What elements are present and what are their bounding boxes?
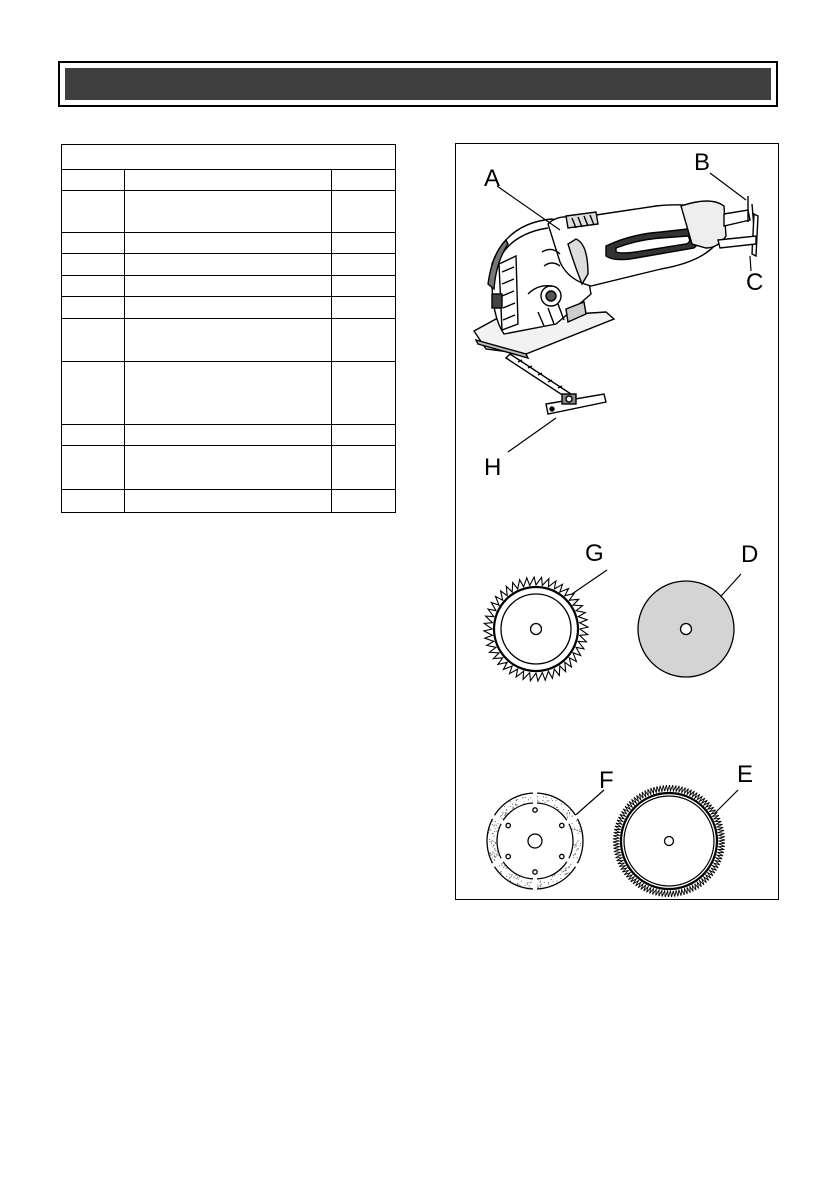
diamond-grit-dot — [501, 865, 502, 866]
diamond-grit-dot — [505, 813, 506, 814]
diamond-grit-dot — [576, 820, 577, 821]
table-cell — [62, 490, 125, 513]
table-cell — [62, 254, 125, 276]
diamond-grit-dot — [495, 821, 496, 822]
diamond-grit-dot — [497, 853, 498, 854]
diamond-grit-dot — [492, 833, 493, 834]
diamond-grit-dot — [504, 815, 505, 816]
diamond-grit-dot — [518, 879, 519, 880]
diamond-grit-dot — [546, 797, 547, 798]
diamond-grit-dot — [574, 847, 575, 848]
diamond-grit-dot — [502, 812, 503, 813]
diamond-grit-dot — [492, 821, 493, 822]
diamond-grit-dot — [542, 800, 543, 801]
diamond-grit-dot — [510, 806, 511, 807]
label-b: B — [694, 149, 711, 176]
parallel-guide-icon — [506, 354, 606, 414]
diamond-grit-dot — [568, 867, 569, 868]
diamond-grit-dot — [572, 815, 573, 816]
segment-gap-hole — [533, 870, 537, 874]
diamond-grit-dot — [492, 852, 493, 853]
diamond-grit-dot — [505, 868, 506, 869]
diamond-grit-dot — [492, 824, 493, 825]
table-header-cell — [62, 145, 396, 170]
diamond-grit-dot — [494, 828, 495, 829]
diamond-grit-dot — [489, 829, 490, 830]
diamond-grit-dot — [488, 832, 489, 833]
diamond-grit-dot — [572, 828, 573, 829]
diamond-grit-dot — [543, 796, 544, 797]
diamond-grit-dot — [573, 855, 574, 856]
diamond-grit-dot — [500, 816, 501, 817]
table-cell — [125, 254, 332, 276]
diamond-grit-dot — [494, 856, 495, 857]
diamond-grit-dot — [573, 857, 574, 858]
diamond-grit-dot — [580, 845, 581, 846]
diamond-grit-dot — [540, 886, 541, 887]
diamond-grit-dot — [517, 877, 518, 878]
diamond-grit-dot — [495, 843, 496, 844]
diamond-grit-dot — [513, 877, 514, 878]
label-a: A — [484, 165, 501, 192]
diamond-grit-dot — [552, 881, 553, 882]
diamond-grit-dot — [539, 885, 540, 886]
table-cell — [332, 362, 396, 425]
diamond-grit-dot — [525, 885, 526, 886]
table-cell — [332, 276, 396, 297]
diamond-grit-dot — [497, 855, 498, 856]
table-cell — [125, 425, 332, 446]
diamond-grit-dot — [494, 859, 495, 860]
diamond-grit-dot — [569, 866, 570, 867]
diamond-grit-dot — [576, 845, 577, 846]
diamond-grit-dot — [530, 882, 531, 883]
table-cell — [332, 425, 396, 446]
diamond-grit-dot — [521, 886, 522, 887]
diamond-grit-dot — [489, 839, 490, 840]
diamond-grit-dot — [516, 800, 517, 801]
parts-figure — [455, 143, 779, 900]
table-cell — [332, 254, 396, 276]
table-row — [62, 233, 396, 254]
diamond-grit-dot — [519, 876, 520, 877]
table-cell — [332, 490, 396, 513]
fine-tooth-blade-icon — [613, 785, 725, 897]
label-g: G — [585, 540, 604, 567]
diamond-grit-dot — [521, 881, 522, 882]
diamond-grit-dot — [569, 813, 570, 814]
diamond-grit-dot — [566, 873, 567, 874]
table-cell — [332, 446, 396, 490]
diamond-grit-dot — [505, 812, 506, 813]
table-cell — [125, 170, 332, 191]
diamond-grit-dot — [527, 884, 528, 885]
diamond-grit-dot — [495, 856, 496, 857]
diamond-grit-dot — [525, 797, 526, 798]
diamond-grit-dot — [565, 869, 566, 870]
diamond-grit-dot — [572, 823, 573, 824]
diamond-grit-dot — [512, 804, 513, 805]
diamond-grit-dot — [491, 854, 492, 855]
diamond-grit-dot — [519, 884, 520, 885]
diamond-grit-dot — [506, 809, 507, 810]
diamond-grit-dot — [567, 815, 568, 816]
diamond-grit-dot — [560, 874, 561, 875]
label-c: C — [746, 269, 764, 296]
diamond-grit-dot — [537, 800, 538, 801]
table-row — [62, 276, 396, 297]
diamond-grit-dot — [537, 887, 538, 888]
table-row — [62, 446, 396, 490]
diamond-grit-dot — [517, 799, 518, 800]
diamond-grit-dot — [561, 870, 562, 871]
diamond-grit-dot — [509, 878, 510, 879]
parts-table — [61, 144, 396, 513]
label-e: E — [737, 761, 754, 788]
table-cell — [62, 362, 125, 425]
table-row — [62, 297, 396, 319]
diamond-grit-dot — [557, 882, 558, 883]
diamond-grit-dot — [496, 825, 497, 826]
diamond-grit-dot — [522, 797, 523, 798]
diamond-grit-dot — [537, 796, 538, 797]
diamond-grit-dot — [573, 829, 574, 830]
diamond-grit-dot — [541, 884, 542, 885]
table-cell — [332, 297, 396, 319]
diamond-grit-dot — [497, 851, 498, 852]
diamond-grit-dot — [526, 883, 527, 884]
table-row — [62, 319, 396, 362]
diamond-grit-dot — [558, 809, 559, 810]
diamond-grit-dot — [494, 835, 495, 836]
diamond-grit-dot — [579, 829, 580, 830]
diamond-grit-dot — [561, 803, 562, 804]
table-header-row — [62, 145, 396, 170]
diamond-grit-dot — [540, 882, 541, 883]
diamond-grit-dot — [505, 814, 506, 815]
table-cell — [125, 446, 332, 490]
diamond-grit-dot — [563, 871, 564, 872]
diamond-grit-dot — [537, 886, 538, 887]
diamond-grit-dot — [551, 879, 552, 880]
diamond-grit-dot — [516, 878, 517, 879]
diamond-grit-dot — [544, 882, 545, 883]
diamond-grit-dot — [517, 804, 518, 805]
diamond-grit-dot — [510, 880, 511, 881]
diamond-grit-dot — [560, 801, 561, 802]
diamond-grit-dot — [496, 831, 497, 832]
diamond-grit-dot — [554, 874, 555, 875]
label-f: F — [599, 767, 614, 794]
diamond-grit-dot — [492, 840, 493, 841]
diamond-grit-dot — [500, 871, 501, 872]
diamond-grit-dot — [560, 878, 561, 879]
table-cell — [125, 319, 332, 362]
diamond-grit-dot — [513, 807, 514, 808]
table-cell — [125, 191, 332, 233]
mini-circular-saw-icon — [474, 201, 750, 358]
label-d: D — [741, 541, 759, 568]
diamond-grit-dot — [545, 795, 546, 796]
diamond-grit-dot — [498, 827, 499, 828]
diamond-grit-dot — [563, 809, 564, 810]
diamond-grit-dot — [501, 818, 502, 819]
table-cell — [62, 319, 125, 362]
segment-gap-hole — [533, 808, 537, 812]
diamond-grit-dot — [574, 854, 575, 855]
diamond-grit-dot — [556, 881, 557, 882]
diamond-grit-dot — [489, 841, 490, 842]
section-header-bar — [65, 68, 771, 100]
segment-gap-hole — [560, 854, 564, 858]
table-cell — [125, 297, 332, 319]
table-cell — [332, 170, 396, 191]
table-cell — [62, 425, 125, 446]
diamond-grit-dot — [568, 810, 569, 811]
diamond-grit-dot — [511, 874, 512, 875]
diamond-grit-dot — [493, 841, 494, 842]
diamond-grit-dot — [506, 876, 507, 877]
diamond-grit-dot — [530, 798, 531, 799]
table-cell — [62, 191, 125, 233]
diamond-grit-dot — [494, 831, 495, 832]
diamond-grit-dot — [494, 824, 495, 825]
diamond-grit-dot — [554, 805, 555, 806]
diamond-grit-dot — [528, 799, 529, 800]
diamond-grit-dot — [494, 849, 495, 850]
diamond-grit-dot — [565, 868, 566, 869]
diamond-grit-dot — [511, 876, 512, 877]
diamond-grit-dot — [492, 846, 493, 847]
diamond-grit-dot — [497, 823, 498, 824]
diamond-grit-dot — [494, 853, 495, 854]
table-cell — [62, 446, 125, 490]
diamond-grit-dot — [502, 863, 503, 864]
segment-gap-hole — [560, 823, 564, 827]
segmented-diamond-blade-icon — [487, 792, 583, 890]
diamond-grit-dot — [568, 872, 569, 873]
diamond-grit-dot — [552, 876, 553, 877]
table-row — [62, 425, 396, 446]
diamond-grit-dot — [567, 817, 568, 818]
diamond-grit-dot — [531, 881, 532, 882]
table-row — [62, 490, 396, 513]
segment-gap-hole — [506, 854, 510, 858]
table-row — [62, 191, 396, 233]
diamond-grit-dot — [501, 863, 502, 864]
diamond-grit-dot — [561, 871, 562, 872]
diamond-grit-dot — [488, 850, 489, 851]
diamond-grit-dot — [577, 848, 578, 849]
table-row — [62, 254, 396, 276]
diamond-grit-dot — [577, 857, 578, 858]
table-cell — [125, 233, 332, 254]
diamond-grit-dot — [565, 874, 566, 875]
table-cell — [62, 170, 125, 191]
diamond-grit-dot — [545, 802, 546, 803]
diamond-grit-dot — [577, 830, 578, 831]
table-cell — [125, 490, 332, 513]
diamond-grit-dot — [570, 810, 571, 811]
diamond-grit-dot — [566, 813, 567, 814]
diamond-grit-dot — [499, 865, 500, 866]
diamond-grit-dot — [557, 799, 558, 800]
table-cell — [125, 276, 332, 297]
label-h: H — [484, 454, 502, 481]
diamond-grit-dot — [494, 860, 495, 861]
diamond-grit-dot — [552, 800, 553, 801]
diamond-grit-dot — [509, 874, 510, 875]
diamond-grit-dot — [515, 875, 516, 876]
diamond-grit-dot — [502, 813, 503, 814]
table-cell — [125, 362, 332, 425]
diamond-grit-dot — [501, 873, 502, 874]
diamond-grit-dot — [564, 804, 565, 805]
diamond-grit-dot — [490, 830, 491, 831]
section-header-banner — [58, 61, 778, 107]
segment-gap-hole — [506, 823, 510, 827]
diamond-grit-dot — [510, 801, 511, 802]
diamond-grit-dot — [582, 842, 583, 843]
diamond-grit-dot — [579, 831, 580, 832]
diamond-grit-dot — [540, 881, 541, 882]
table-cell — [62, 297, 125, 319]
table-cell — [62, 233, 125, 254]
diamond-grit-dot — [507, 879, 508, 880]
diamond-grit-dot — [494, 848, 495, 849]
diamond-grit-dot — [547, 800, 548, 801]
diamond-grit-dot — [574, 827, 575, 828]
diamond-grit-dot — [576, 842, 577, 843]
diamond-grit-dot — [569, 812, 570, 813]
diamond-grit-dot — [523, 803, 524, 804]
diamond-grit-dot — [504, 865, 505, 866]
diamond-grit-dot — [489, 827, 490, 828]
table-cell — [332, 233, 396, 254]
diamond-grit-dot — [551, 798, 552, 799]
diamond-grit-dot — [575, 844, 576, 845]
diamond-grit-dot — [555, 800, 556, 801]
diamond-grit-dot — [490, 855, 491, 856]
diamond-grit-dot — [575, 845, 576, 846]
diamond-grit-dot — [528, 882, 529, 883]
diamond-grit-dot — [566, 868, 567, 869]
diamond-grit-dot — [578, 823, 579, 824]
diamond-grit-dot — [490, 852, 491, 853]
diamond-grit-dot — [548, 884, 549, 885]
diamond-grit-dot — [515, 804, 516, 805]
diamond-grit-dot — [529, 886, 530, 887]
diamond-grit-dot — [530, 887, 531, 888]
diamond-grit-dot — [500, 872, 501, 873]
diamond-grit-dot — [503, 867, 504, 868]
diamond-grit-dot — [576, 850, 577, 851]
diamond-grit-dot — [580, 831, 581, 832]
diamond-grit-dot — [577, 840, 578, 841]
diamond-grit-dot — [512, 808, 513, 809]
table-row — [62, 362, 396, 425]
diamond-grit-dot — [493, 845, 494, 846]
table-cell — [332, 319, 396, 362]
diamond-grit-dot — [548, 882, 549, 883]
diamond-grit-dot — [580, 843, 581, 844]
abrasive-disc-icon — [638, 581, 734, 677]
toothed-blade-icon — [484, 577, 588, 681]
diamond-grit-dot — [575, 829, 576, 830]
diamond-grit-dot — [492, 858, 493, 859]
diamond-grit-dot — [556, 807, 557, 808]
diamond-grit-dot — [492, 851, 493, 852]
diamond-grit-dot — [493, 825, 494, 826]
diamond-grit-dot — [501, 815, 502, 816]
diamond-grit-dot — [538, 801, 539, 802]
table-row — [62, 170, 396, 191]
diamond-grit-dot — [491, 843, 492, 844]
diamond-grit-dot — [548, 800, 549, 801]
diamond-grit-dot — [578, 833, 579, 834]
table-cell — [62, 276, 125, 297]
diamond-grit-dot — [573, 844, 574, 845]
diamond-grit-dot — [517, 884, 518, 885]
diamond-grit-dot — [496, 854, 497, 855]
diamond-grit-dot — [520, 885, 521, 886]
table-cell — [332, 191, 396, 233]
diamond-grit-dot — [491, 841, 492, 842]
diamond-grit-dot — [504, 806, 505, 807]
